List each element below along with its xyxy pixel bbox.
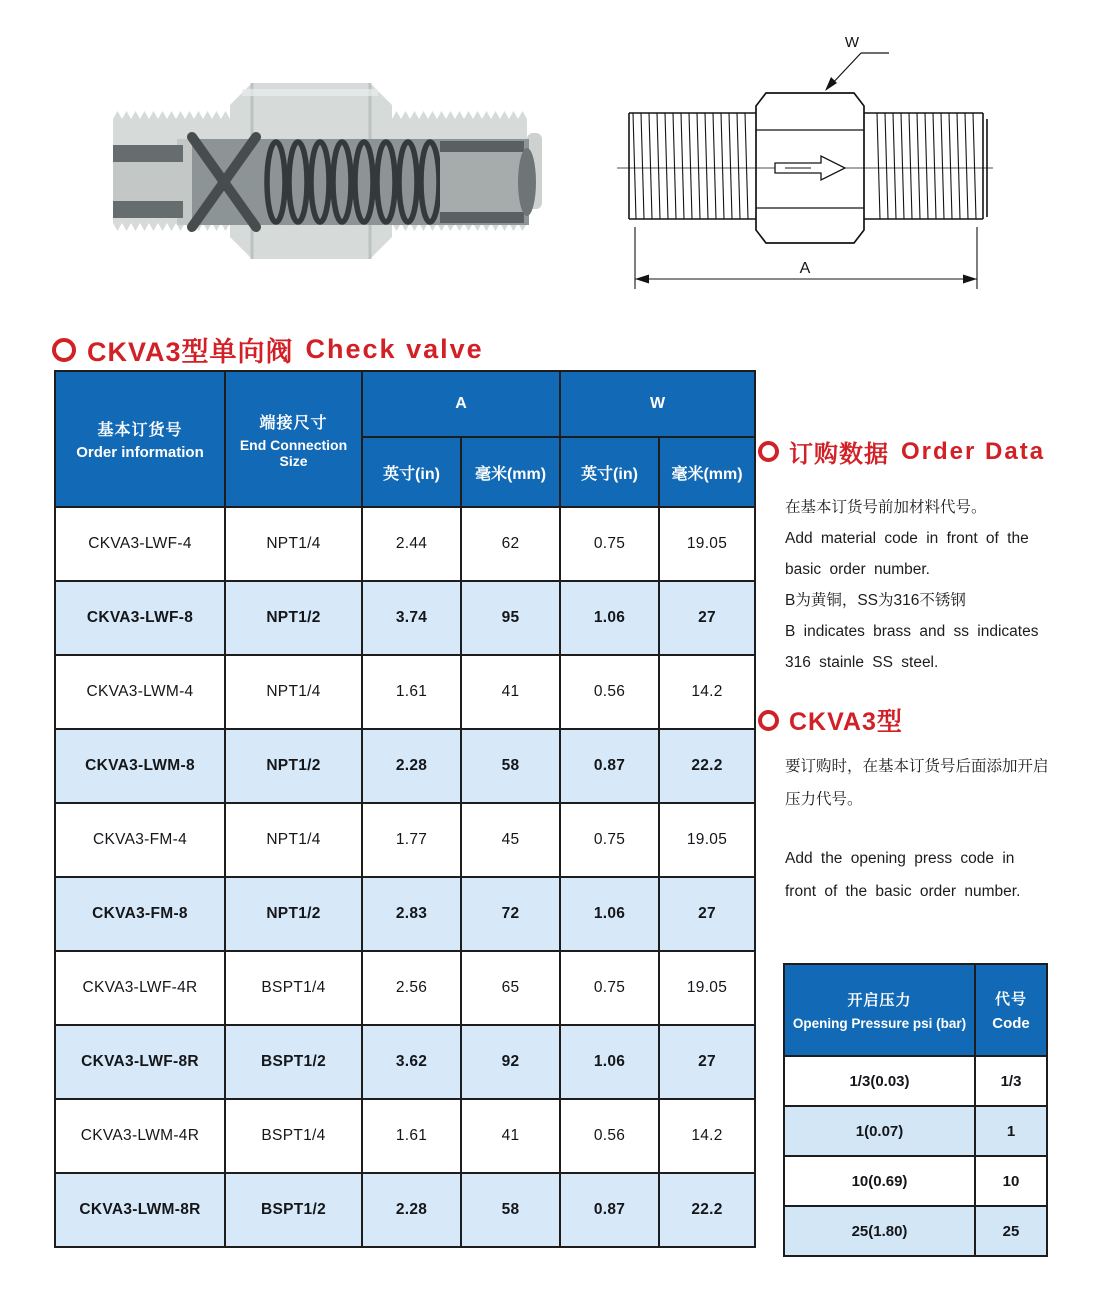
order-data-line: 在基本订货号前加材料代号。 xyxy=(785,499,987,516)
inlet-wall-top xyxy=(113,145,183,162)
w-in-cell: 0.87 xyxy=(560,729,659,803)
w-mm-cell: 14.2 xyxy=(659,1099,755,1173)
end-size-cell: NPT1/4 xyxy=(225,803,362,877)
a-dimension-lines xyxy=(635,227,977,289)
end-size-cell: NPT1/2 xyxy=(225,729,362,803)
pressure-cell: 10(0.69) xyxy=(784,1156,975,1206)
w-mm-cell: 27 xyxy=(659,1025,755,1099)
w-mm-cell: 14.2 xyxy=(659,655,755,729)
pressure-row xyxy=(784,1106,1047,1156)
table-row xyxy=(55,581,755,655)
valve-cutaway-image xyxy=(80,35,600,305)
a-in-cell: 1.61 xyxy=(362,1099,461,1173)
right-thread-lines xyxy=(877,113,976,219)
inlet-bore xyxy=(113,162,183,201)
w-arrowhead-icon xyxy=(825,77,837,91)
order-data-line: B为黄铜，SS为316不锈钢 xyxy=(785,592,966,609)
order-data-line: 316 stainle SS steel. xyxy=(785,654,939,671)
a-mm-cell: 58 xyxy=(461,1173,560,1247)
end-size-cell: BSPT1/4 xyxy=(225,1099,362,1173)
pressure-col-header xyxy=(784,964,975,1056)
a-mm-cell: 45 xyxy=(461,803,560,877)
a-in-cell: 1.61 xyxy=(362,655,461,729)
hex-highlight xyxy=(242,89,378,96)
a-mm-cell: 95 xyxy=(461,581,560,655)
code-cell: 10 xyxy=(975,1156,1047,1206)
end-size-cell: NPT1/2 xyxy=(225,877,362,951)
section-title-zh: CKVA3型单向阀 xyxy=(87,337,294,367)
table-row xyxy=(55,877,755,951)
pressure-cell: 25(1.80) xyxy=(784,1206,975,1256)
col-header-end-zh: 端接尺寸 xyxy=(259,414,328,432)
a-mm-cell: 41 xyxy=(461,655,560,729)
section-title-ckva3 xyxy=(758,702,903,738)
w-in-cell: 0.75 xyxy=(560,507,659,581)
order-cell: CKVA3-FM-4 xyxy=(55,803,225,877)
outlet-end xyxy=(518,148,536,216)
pressure-row xyxy=(784,1206,1047,1256)
end-size-cell: BSPT1/4 xyxy=(225,951,362,1025)
outlet-wall-bottom xyxy=(440,212,524,223)
order-data-title-zh: 订购数据 xyxy=(789,441,889,468)
table-row xyxy=(55,803,755,877)
end-size-cell: BSPT1/2 xyxy=(225,1025,362,1099)
order-cell: CKVA3-LWF-8 xyxy=(55,581,225,655)
col-header-a-mm: 毫米(mm) xyxy=(461,437,560,507)
spacer xyxy=(785,816,1049,842)
ckva3-line: 要订购时，在基本订货号后面添加开启 xyxy=(785,758,1049,775)
col-header-end-size xyxy=(225,371,362,507)
order-cell: CKVA3-LWM-8 xyxy=(55,729,225,803)
w-mm-cell: 22.2 xyxy=(659,729,755,803)
pressure-row xyxy=(784,1156,1047,1206)
end-size-cell: BSPT1/2 xyxy=(225,1173,362,1247)
end-size-cell: NPT1/2 xyxy=(225,581,362,655)
w-mm-cell: 22.2 xyxy=(659,1173,755,1247)
code-cell: 1/3 xyxy=(975,1056,1047,1106)
outlet-wall-top xyxy=(440,141,524,152)
a-mm-cell: 65 xyxy=(461,951,560,1025)
a-in-cell: 3.74 xyxy=(362,581,461,655)
order-data-text xyxy=(785,492,1038,678)
order-cell: CKVA3-LWM-8R xyxy=(55,1173,225,1247)
order-data-title-en: Order Data xyxy=(901,437,1046,465)
outlet-bore xyxy=(440,147,524,217)
a-mm-cell: 72 xyxy=(461,877,560,951)
pressure-row xyxy=(784,1056,1047,1106)
a-dimension-label: A xyxy=(799,260,811,277)
ckva3-line: front of the basic order number. xyxy=(785,883,1021,900)
pressure-header-en: Opening Pressure psi (bar) xyxy=(792,1016,967,1031)
a-in-cell: 1.77 xyxy=(362,803,461,877)
order-cell: CKVA3-LWF-4R xyxy=(55,951,225,1025)
w-dimension-label: W xyxy=(844,34,860,51)
col-header-a: A xyxy=(362,371,560,437)
table-row xyxy=(55,1173,755,1247)
w-in-cell: 0.75 xyxy=(560,803,659,877)
table-row xyxy=(55,729,755,803)
w-mm-cell: 27 xyxy=(659,877,755,951)
col-header-w-inch: 英寸(in) xyxy=(560,437,659,507)
section-title-en: Check valve xyxy=(305,334,484,364)
end-size-cell: NPT1/4 xyxy=(225,655,362,729)
a-mm-cell: 62 xyxy=(461,507,560,581)
a-mm-cell: 92 xyxy=(461,1025,560,1099)
col-header-order-en: Order information xyxy=(76,444,204,461)
code-col-header xyxy=(975,964,1047,1056)
code-header-zh: 代号 xyxy=(994,991,1027,1008)
w-in-cell: 0.56 xyxy=(560,1099,659,1173)
col-header-end-en: End Connection Size xyxy=(239,436,348,469)
pressure-cell: 1/3(0.03) xyxy=(784,1056,975,1106)
w-in-cell: 1.06 xyxy=(560,877,659,951)
order-data-line: basic order number. xyxy=(785,561,930,578)
a-arrowhead-right-icon xyxy=(963,275,977,284)
section-title-check-valve xyxy=(52,330,484,369)
col-header-order-zh: 基本订货号 xyxy=(97,422,183,439)
col-header-order xyxy=(55,371,225,507)
w-in-cell: 0.87 xyxy=(560,1173,659,1247)
w-mm-cell: 19.05 xyxy=(659,507,755,581)
w-leader-line xyxy=(830,53,889,86)
opening-pressure-table xyxy=(783,963,1048,1257)
order-cell: CKVA3-LWF-4 xyxy=(55,507,225,581)
pressure-header-zh: 开启压力 xyxy=(847,992,912,1009)
a-in-cell: 2.56 xyxy=(362,951,461,1025)
w-in-cell: 0.56 xyxy=(560,655,659,729)
section-title-order-data xyxy=(758,434,1045,469)
valve-line-drawing xyxy=(615,25,995,295)
table-row xyxy=(55,1025,755,1099)
a-in-cell: 3.62 xyxy=(362,1025,461,1099)
table-row xyxy=(55,951,755,1025)
order-cell: CKVA3-LWM-4 xyxy=(55,655,225,729)
ckva3-title-text: CKVA3型 xyxy=(789,708,903,736)
w-in-cell: 1.06 xyxy=(560,581,659,655)
end-size-cell: NPT1/4 xyxy=(225,507,362,581)
code-header-en: Code xyxy=(992,1015,1030,1032)
inlet-wall-bottom xyxy=(113,201,183,218)
col-header-w-mm: 毫米(mm) xyxy=(659,437,755,507)
ckva3-line: 压力代号。 xyxy=(785,791,863,808)
col-header-w: W xyxy=(560,371,755,437)
w-mm-cell: 27 xyxy=(659,581,755,655)
ring-bullet-icon xyxy=(52,338,76,362)
order-data-line: B indicates brass and ss indicates xyxy=(785,623,1039,640)
code-cell: 25 xyxy=(975,1206,1047,1256)
w-in-cell: 1.06 xyxy=(560,1025,659,1099)
a-mm-cell: 41 xyxy=(461,1099,560,1173)
ring-bullet-icon xyxy=(758,710,779,731)
order-cell: CKVA3-LWF-8R xyxy=(55,1025,225,1099)
a-in-cell: 2.28 xyxy=(362,729,461,803)
col-header-a-inch: 英寸(in) xyxy=(362,437,461,507)
w-in-cell: 0.75 xyxy=(560,951,659,1025)
a-arrowhead-left-icon xyxy=(635,275,649,284)
table-row xyxy=(55,655,755,729)
dimension-table xyxy=(54,370,756,1248)
ckva3-text xyxy=(785,750,1049,908)
left-thread-lines xyxy=(633,113,748,219)
table-row xyxy=(55,1099,755,1173)
pressure-cell: 1(0.07) xyxy=(784,1106,975,1156)
order-data-line: Add material code in front of the xyxy=(785,530,1029,547)
w-mm-cell: 19.05 xyxy=(659,951,755,1025)
w-mm-cell: 19.05 xyxy=(659,803,755,877)
a-in-cell: 2.83 xyxy=(362,877,461,951)
order-cell: CKVA3-FM-8 xyxy=(55,877,225,951)
a-in-cell: 2.28 xyxy=(362,1173,461,1247)
ring-bullet-icon xyxy=(758,441,779,462)
a-in-cell: 2.44 xyxy=(362,507,461,581)
order-cell: CKVA3-LWM-4R xyxy=(55,1099,225,1173)
code-cell: 1 xyxy=(975,1106,1047,1156)
ckva3-line: Add the opening press code in xyxy=(785,850,1015,867)
a-mm-cell: 58 xyxy=(461,729,560,803)
table-row xyxy=(55,507,755,581)
